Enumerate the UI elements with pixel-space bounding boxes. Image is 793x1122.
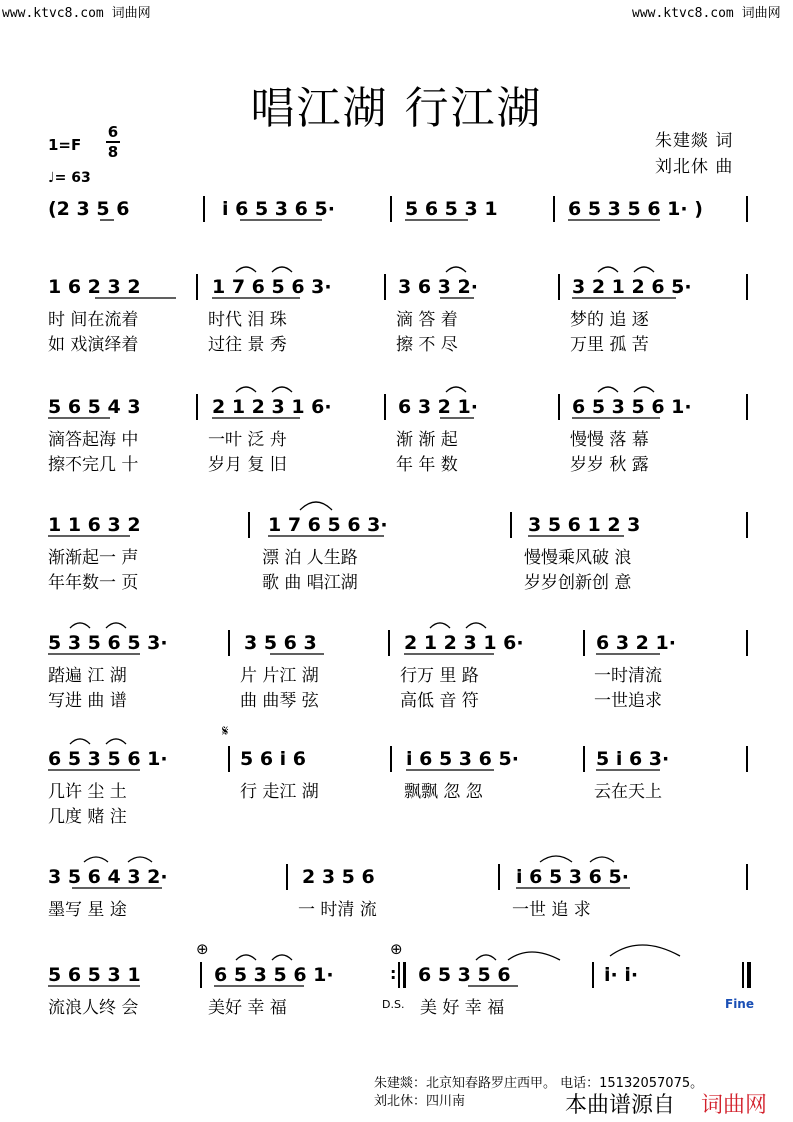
measure-notes: 3 5 6 4 3 2·: [48, 866, 168, 888]
lyric-verse1: 美好 幸 福: [208, 998, 287, 1018]
slur: [128, 857, 152, 862]
lyric-verse2: 写进 曲 谱: [48, 691, 127, 711]
measure-notes: i· i·: [604, 964, 639, 986]
fine-marking: Fine: [725, 997, 754, 1011]
lyric-verse2: 高低 音 符: [400, 691, 479, 711]
slur: [590, 857, 614, 862]
slur: [634, 387, 654, 392]
lyric-verse1: 一叶 泛 舟: [208, 430, 287, 450]
lyric-verse1: 一 时清 流: [298, 900, 377, 920]
slur: [106, 623, 126, 628]
lyric-verse2: 过往 景 秀: [208, 335, 287, 355]
slur: [272, 267, 292, 272]
lyric-verse1: 飘飘 忽 忽: [404, 782, 483, 802]
slur: [236, 267, 256, 272]
lyric-verse1: 美 好 幸 福: [420, 998, 505, 1018]
header-url-right[interactable]: www.ktvc8.com 词曲网: [632, 6, 781, 21]
measure-notes: 6 5 3 5 6: [418, 964, 511, 986]
measure-notes: i 6 5 3 6 5·: [516, 866, 629, 888]
slur: [300, 502, 332, 510]
time-top: 6: [107, 123, 119, 141]
repeat-dots: :: [390, 964, 397, 983]
slur: [84, 857, 108, 862]
song-title: 唱江湖 行江湖: [250, 83, 543, 134]
coda-sign: ⊕: [390, 940, 403, 958]
footer-contact-line2: 刘北休：四川南: [374, 1094, 466, 1109]
slur: [446, 387, 466, 392]
footer-contact-line1: 朱建燚：北京知春路罗庄西甲。 电话：15132057075。: [374, 1076, 704, 1091]
measure-notes: 6 5 3 5 6 1·: [214, 964, 334, 986]
lyric-verse2: 擦 不 尽: [396, 335, 458, 355]
slur: [598, 387, 618, 392]
measure-notes: 5 6 5 3 1: [405, 198, 498, 220]
measure-notes: 2 1 2 3 1 6·: [404, 632, 524, 654]
lyric-verse1: 片 片江 湖: [240, 666, 319, 686]
lyric-verse2: 一世追求: [594, 691, 662, 711]
ds-marking: D.S.: [382, 998, 405, 1011]
lyric-verse1: 渐 渐 起: [396, 430, 458, 450]
measure-notes: 3 2 1 2 6 5·: [572, 276, 692, 298]
lyric-verse1: 漂 泊 人生路: [262, 548, 358, 568]
measure-notes: 5 6 i 6: [240, 748, 307, 770]
measure-notes: 6 3 2 1·: [596, 632, 676, 654]
lyricist-credit: 朱建燚 词: [655, 131, 734, 151]
coda-sign: ⊕: [196, 940, 209, 958]
lyric-verse2: 年 年 数: [396, 455, 458, 475]
slur: [540, 856, 572, 862]
header-url-left[interactable]: www.ktvc8.com 词曲网: [2, 6, 151, 21]
measure-notes: 1 1 6 3 2: [48, 514, 141, 536]
slur: [446, 267, 466, 272]
key-signature: 1=F: [48, 136, 82, 154]
lyric-verse1: 滴 答 着: [396, 310, 458, 330]
lyric-verse2: 歌 曲 唱江湖: [262, 573, 358, 593]
measure-notes: 3 6 3 2·: [398, 276, 478, 298]
measure-notes: 6 5 3 5 6 1· ): [568, 198, 703, 220]
lyric-verse2: 岁岁创新创 意: [524, 573, 632, 593]
measure-notes: i 6 5 3 6 5·: [406, 748, 519, 770]
lyric-verse1: 墨写 星 途: [48, 900, 127, 920]
slur: [272, 955, 292, 960]
lyric-verse1: 几许 尘 土: [48, 782, 127, 802]
slur: [106, 739, 126, 744]
slur: [598, 267, 618, 272]
lyric-verse1: 渐渐起一 声: [48, 548, 139, 568]
slur: [508, 952, 560, 960]
slur: [430, 623, 450, 628]
composer-credit: 刘北休 曲: [655, 157, 734, 177]
measure-notes: 3 5 6 3: [244, 632, 317, 654]
time-bottom: 8: [107, 143, 119, 161]
measure-notes: 5 i 6 3·: [596, 748, 670, 770]
measure-notes: 5 6 5 3 1: [48, 964, 141, 986]
lyric-verse1: 行 走江 湖: [240, 782, 319, 802]
lyric-verse2: 如 戏演绎着: [48, 335, 139, 355]
quarter-note-icon: ♩: [48, 170, 55, 186]
lyric-verse1: 流浪人终 会: [48, 998, 139, 1018]
lyric-verse2: 岁岁 秋 露: [570, 455, 649, 475]
lyric-verse1: 滴答起海 中: [48, 430, 139, 450]
lyric-verse2: 岁月 复 旧: [208, 455, 287, 475]
lyric-verse1: 时 间在流着: [48, 310, 139, 330]
measure-notes: 6 3 2 1·: [398, 396, 478, 418]
lyric-verse1: 梦的 追 逐: [570, 310, 649, 330]
slur: [476, 955, 496, 960]
lyric-verse2: 曲 曲琴 弦: [240, 691, 319, 711]
lyric-verse2: 万里 孤 苦: [570, 335, 649, 355]
measure-notes: (2 3 5 6: [48, 198, 130, 220]
segno-sign: 𝄋: [222, 722, 229, 740]
measure-notes: 1 7 6 5 6 3·: [268, 514, 388, 536]
lyric-verse2: 年年数一 页: [48, 573, 139, 593]
measure-notes: 6 5 3 5 6 1·: [48, 748, 168, 770]
slur: [466, 623, 486, 628]
measure-notes: i 6 5 3 6 5·: [222, 198, 335, 220]
lyric-verse2: 擦不完几 十: [48, 455, 139, 475]
measure-notes: 2 1 2 3 1 6·: [212, 396, 332, 418]
slur: [610, 945, 680, 956]
lyric-verse1: 慢慢乘风破 浪: [524, 548, 632, 568]
measure-notes: 5 3 5 6 5 3·: [48, 632, 168, 654]
brand-logo-text[interactable]: 词曲网: [701, 1093, 768, 1118]
slur: [70, 739, 90, 744]
slur: [272, 387, 292, 392]
brand-source: 本曲谱源自: [565, 1093, 676, 1118]
lyric-verse2: 几度 赌 注: [48, 807, 127, 827]
measure-notes: 1 7 6 5 6 3·: [212, 276, 332, 298]
lyric-verse1: 慢慢 落 幕: [570, 430, 649, 450]
tempo-value: = 63: [54, 170, 91, 186]
measure-notes: 5 6 5 4 3: [48, 396, 141, 418]
slur: [70, 623, 90, 628]
lyric-verse1: 踏遍 江 湖: [48, 666, 127, 686]
lyric-verse1: 云在天上: [594, 782, 662, 802]
lyric-verse1: 一时清流: [594, 666, 662, 686]
measure-notes: 2 3 5 6: [302, 866, 375, 888]
lyric-verse1: 时代 泪 珠: [208, 310, 287, 330]
measure-notes: 6 5 3 5 6 1·: [572, 396, 692, 418]
lyric-verse1: 一世 追 求: [512, 900, 591, 920]
measure-notes: 1 6 2 3 2: [48, 276, 141, 298]
measure-notes: 3 5 6 1 2 3: [528, 514, 641, 536]
slur: [236, 387, 256, 392]
lyric-verse1: 行万 里 路: [400, 666, 479, 686]
slur: [634, 267, 654, 272]
slur: [236, 955, 256, 960]
